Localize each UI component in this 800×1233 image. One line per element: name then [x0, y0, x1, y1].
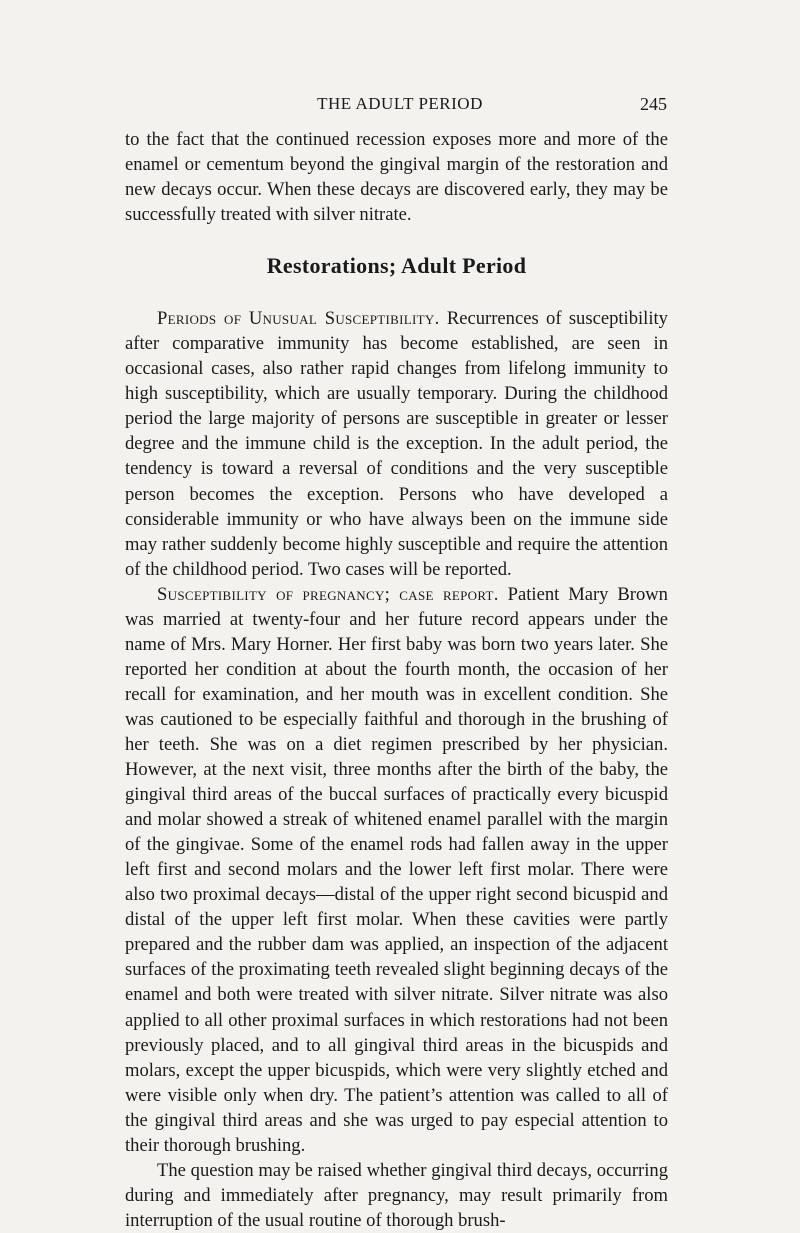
page-number: 245 — [640, 94, 667, 114]
paragraph-body-pregnancy: Patient Mary Brown was married at twenty-four and her future record appears under the name of Mrs. Mary Horner. Her first baby was born two years later. She reported her condition at about the fourth month, the occasion of her recall for examination, and her mouth was in excellent condition. She was cautioned to be especially faithful and thorough in the brushing of her teeth. She was on a diet regimen prescribed by her physician. However, at the next visit, three months after the birth of the baby, the gingival third areas of the buccal surfaces of practically every bicuspid and molar showed a streak of whitened enamel parallel with the margin of the gingivae. Some of the enamel rods had fallen away in the upper left first and second molars and the lower left first molar. There were also two proximal decays—distal of the upper right second bicuspid and distal of the upper left first molar. When these cavities were partly prepared and the rubber dam was applied, an inspection of the adjacent surfaces of the proximating teeth revealed slight beginning decays of the enamel and both were treated with silver nitrate. Silver nitrate was also applied to all other proximal surfaces in which restorations had not been previously placed, and to all gingival third areas in the bicuspids and molars, except the upper bicuspids, which were very slightly etched and were visible only when dry. The patient’s attention was called to all of the gingival third areas and she was urged to pay especial attention to their thorough brushing. — [125, 583, 668, 1156]
running-head — [0, 91, 800, 117]
paragraph-body-periods: Recurrences of susceptibility after comparative immunity has become established, are seen in occasional cases, also rather rapid changes from lifelong immunity to high susceptibility, which are usually temporary. During the childhood period the large majority of persons are susceptible in greater or lesser degree and the immune child is the exception. In the adult period, the tendency is toward a reversal of conditions and the very susceptible person becomes the exception. Persons who have developed a considerable immunity or who have always been on the immune side may rather suddenly become highly susceptible and require the attention of the childhood period. Two cases will be reported. — [125, 308, 668, 580]
paragraph-question: The question may be raised whether gingival third decays, occurring during and immediately after pregnancy, may result primarily from interruption of the usual routine of thorough brush- — [125, 1159, 668, 1231]
paragraph-lead-periods: Periods of Unusual Susceptibility. — [157, 308, 440, 330]
paragraph-pregnancy-case-report — [125, 582, 668, 1158]
paragraph-periods-of-susceptibility — [125, 306, 668, 582]
running-title: THE ADULT PERIOD — [317, 94, 483, 113]
paragraph-lead-pregnancy: Susceptibility of pregnancy; case report. — [157, 583, 499, 605]
body-text — [125, 127, 668, 1233]
section-heading: Restorations; Adult Period — [266, 253, 527, 279]
paragraph-continuation: to the fact that the continued recession exposes more and more of the enamel or cementum beyond the gingival margin of the restoration and new decays occur. When these decays are discovered early, they may be successfully treated with silver nitrate. — [125, 129, 668, 226]
